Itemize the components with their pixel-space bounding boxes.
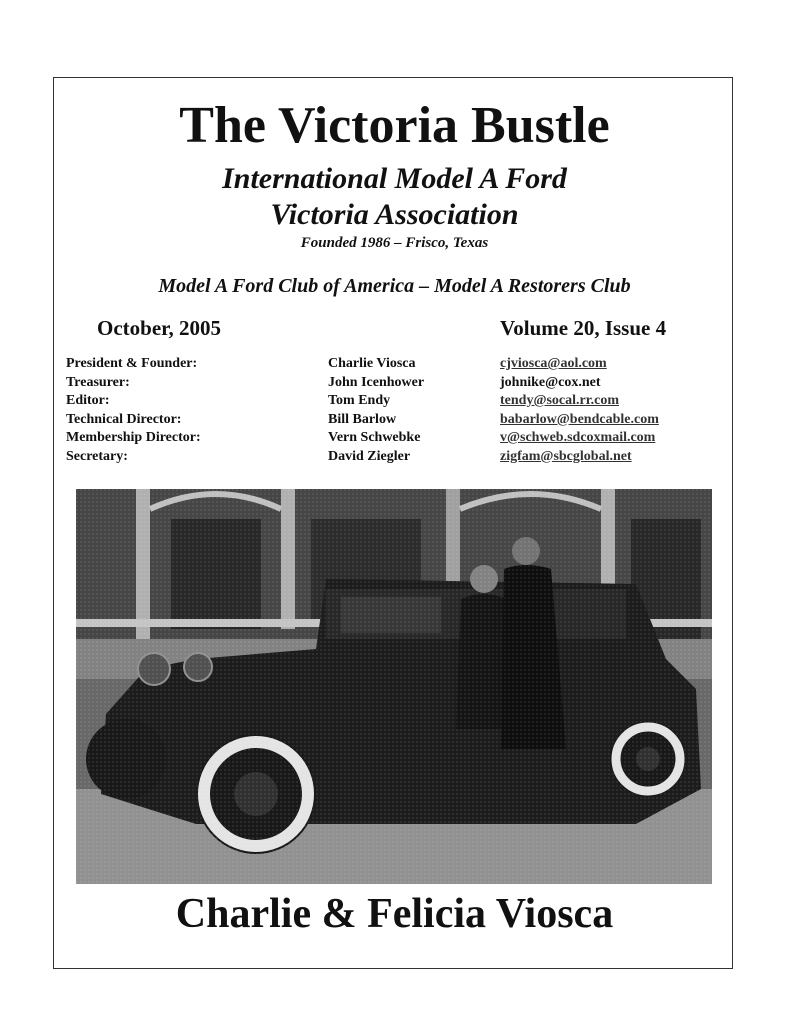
affiliated-clubs: Model A Ford Club of America – Model A Restorers Club <box>158 275 631 297</box>
officer-name: Bill Barlow <box>328 411 397 427</box>
officer-email: johnike@cox.net <box>500 374 601 390</box>
officer-role: Secretary: <box>66 448 128 464</box>
officer-name: Vern Schwebke <box>328 430 421 445</box>
officer-row <box>66 429 716 448</box>
issue-volume: Volume 20, Issue 4 <box>500 316 667 340</box>
officer-role: Membership Director: <box>66 430 201 445</box>
officer-row <box>66 355 716 374</box>
association-name-line2: Victoria Association <box>270 198 519 231</box>
officers-list <box>66 355 716 466</box>
officer-email-link[interactable]: zigfam@sbcglobal.net <box>500 448 632 464</box>
officer-email-link[interactable]: babarlow@bendcable.com <box>500 411 659 427</box>
officer-role: President & Founder: <box>66 356 198 371</box>
founded-line: Founded 1986 – Frisco, Texas <box>300 235 489 251</box>
officer-email-link[interactable]: tendy@socal.rr.com <box>500 393 620 408</box>
officer-row <box>66 411 716 430</box>
cover-photo <box>76 489 712 884</box>
officer-email-link[interactable]: cjviosca@aol.com <box>500 356 607 371</box>
association-name-line1: International Model A Ford <box>222 162 567 195</box>
officer-row <box>66 392 716 411</box>
newsletter-title: The Victoria Bustle <box>179 97 610 154</box>
officer-role: Editor: <box>66 393 110 408</box>
officer-name: Tom Endy <box>328 393 391 408</box>
issue-date: October, 2005 <box>97 316 222 340</box>
officer-role: Treasurer: <box>66 374 130 390</box>
cover-photo-caption: Charlie & Felicia Viosca <box>175 891 614 937</box>
officer-email-link[interactable]: v@schweb.sdcoxmail.com <box>500 430 656 445</box>
officer-row <box>66 448 716 467</box>
officer-name: Charlie Viosca <box>328 356 416 371</box>
officer-role: Technical Director: <box>66 411 182 427</box>
officer-name: John Icenhower <box>328 374 425 390</box>
officer-row <box>66 374 716 393</box>
officer-name: David Ziegler <box>328 448 411 464</box>
